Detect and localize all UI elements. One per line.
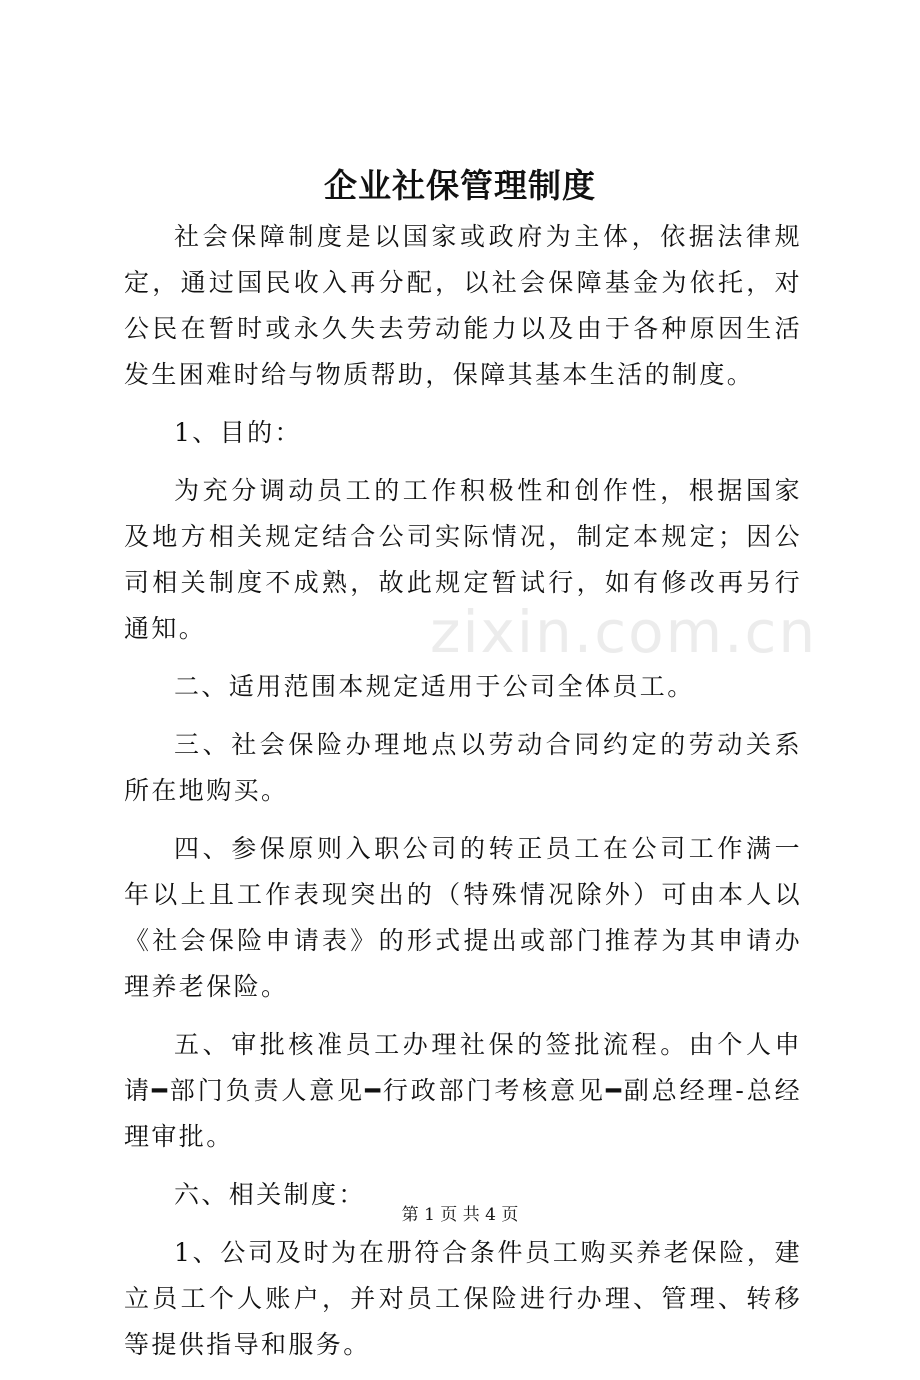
paragraph: 为充分调动员工的工作积极性和创作性，根据国家及地方相关规定结合公司实际情况，制定本规定；因公司相关制度不成熟，故此规定暂试行，如有修改再另行通知。 bbox=[124, 476, 802, 643]
paragraph: 六、相关制度： bbox=[174, 1180, 366, 1209]
paragraph: 五、审批核准员工办理社保的签批流程。由个人申请━部门负责人意见━行政部门考核意见━副总经理-总经理审批。 bbox=[124, 1030, 802, 1151]
paragraph: 1、目的： bbox=[174, 418, 302, 447]
paragraph: 1、公司及时为在册符合条件员工购买养老保险，建立员工个人账户，并对员工保险进行办理、管理、转移等提供指导和服务。 bbox=[124, 1238, 802, 1359]
paragraph: 社会保障制度是以国家或政府为主体，依据法律规定，通过国民收入再分配，以社会保障基金为依托，对公民在暂时或永久失去劳动能力以及由于各种原因生活发生困难时给与物质帮助，保障其基本生活的制度。 bbox=[124, 222, 802, 389]
paragraph: 二、适用范围本规定适用于公司全体员工。 bbox=[174, 672, 695, 701]
document-title: 企业社保管理制度 bbox=[324, 166, 596, 205]
paragraph: 三、社会保险办理地点以劳动合同约定的劳动关系所在地购买。 bbox=[124, 730, 802, 805]
paragraph: 四、参保原则入职公司的转正员工在公司工作满一年以上且工作表现突出的（特殊情况除外）可由本人以《社会保险申请表》的形式提出或部门推荐为其申请办理养老保险。 bbox=[124, 834, 802, 1001]
page-number-footer: 第 1 页 共 4 页 bbox=[401, 1205, 519, 1225]
watermark: zixin.com.cn bbox=[430, 598, 818, 666]
